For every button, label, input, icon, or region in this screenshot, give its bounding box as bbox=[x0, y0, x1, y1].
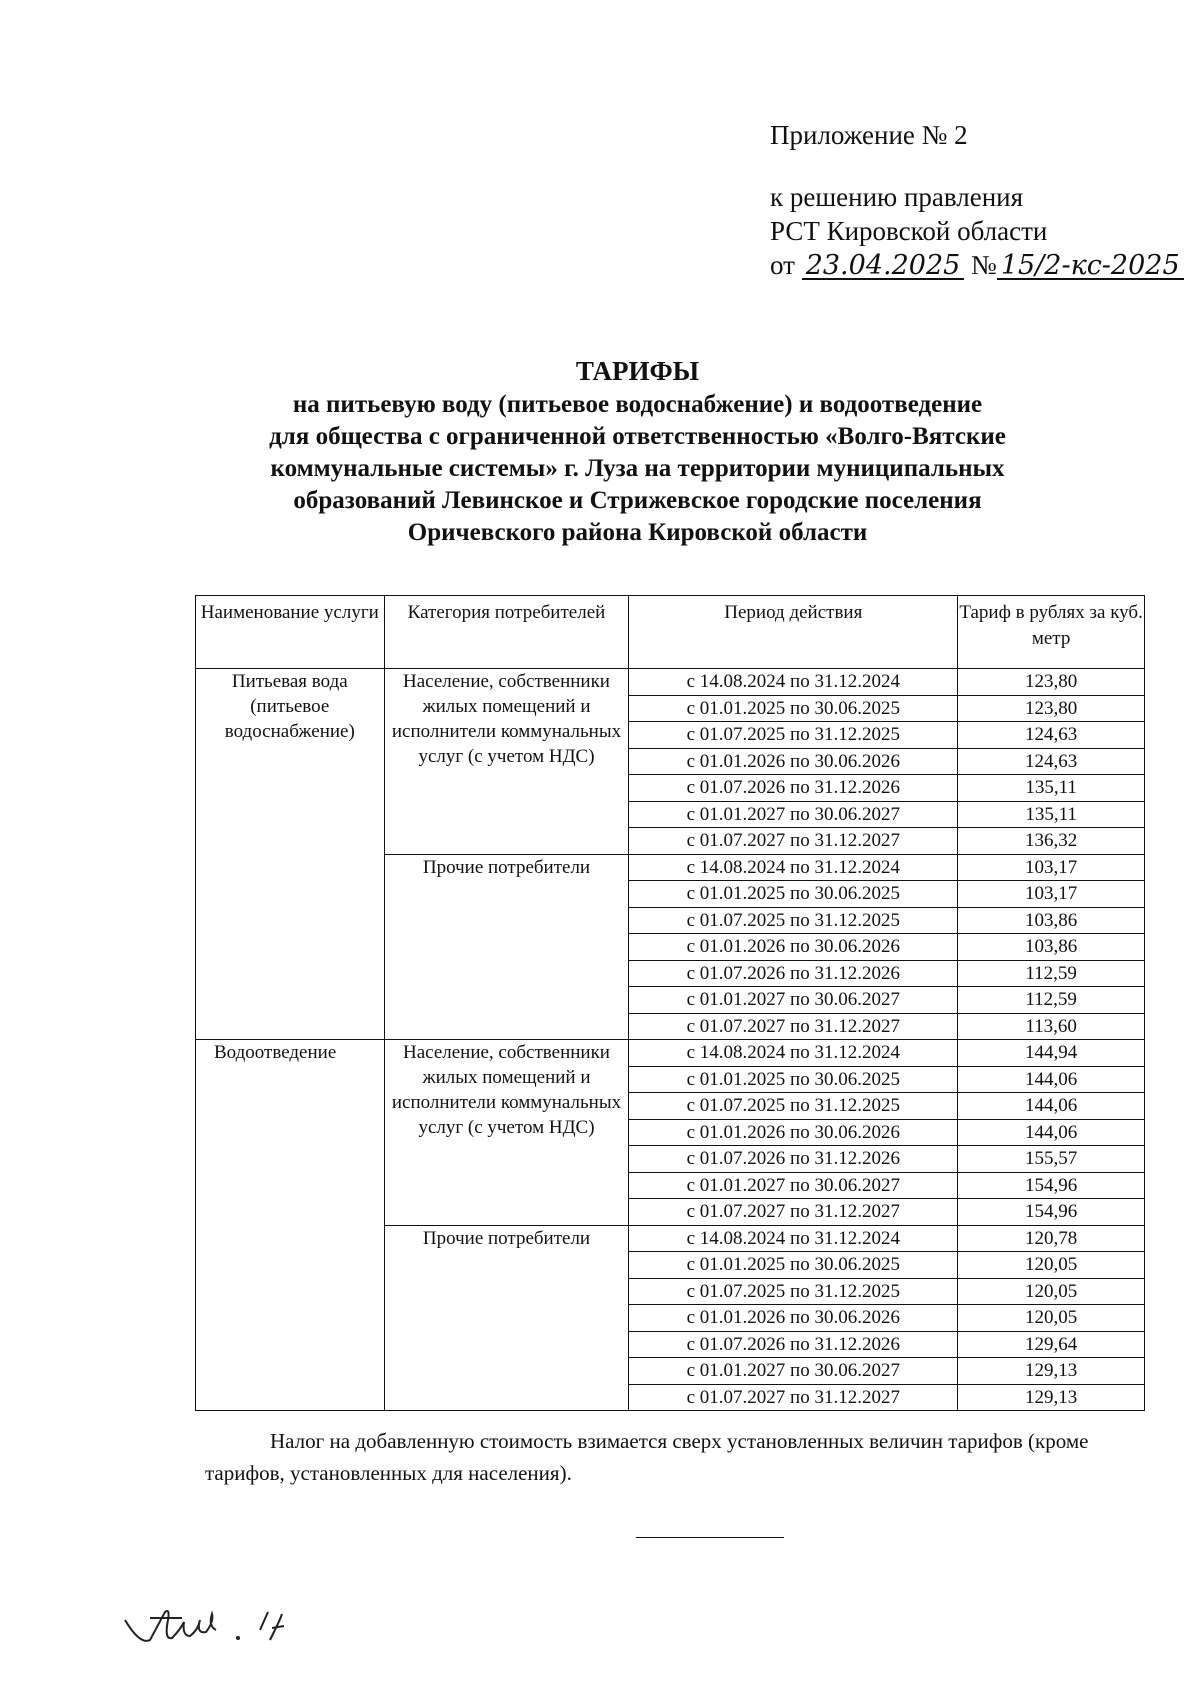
category-cell: Население, собственники жилых помещений и исполнители коммунальных услуг (с учетом НДС) bbox=[384, 1040, 629, 1226]
period-cell: с 01.07.2026 по 31.12.2026 bbox=[629, 960, 958, 987]
handwritten-signature bbox=[120, 1600, 290, 1665]
period-cell: с 01.07.2027 по 31.12.2027 bbox=[629, 828, 958, 855]
vat-note-text: Налог на добавленную стоимость взимается сверх установленных величин тарифов (кроме тарифов, установленных для населения). bbox=[205, 1429, 1089, 1485]
tariff-cell: 124,63 bbox=[958, 748, 1145, 775]
period-cell: с 01.07.2027 по 31.12.2027 bbox=[629, 1384, 958, 1411]
header-period: Период действия bbox=[629, 596, 958, 669]
period-cell: с 01.01.2025 по 30.06.2025 bbox=[629, 1252, 958, 1279]
tariff-cell: 120,05 bbox=[958, 1252, 1145, 1279]
header-category: Категория потребителей bbox=[384, 596, 629, 669]
header-service: Наименование услуги bbox=[196, 596, 385, 669]
period-cell: с 14.08.2024 по 31.12.2024 bbox=[629, 854, 958, 881]
tariff-cell: 129,64 bbox=[958, 1331, 1145, 1358]
handwritten-number: 15/2-кс-2025 bbox=[997, 254, 1184, 280]
period-cell: с 01.01.2027 по 30.06.2027 bbox=[629, 801, 958, 828]
number-prefix: № bbox=[971, 250, 997, 280]
period-cell: с 01.07.2025 по 31.12.2025 bbox=[629, 1093, 958, 1120]
period-cell: с 01.01.2027 по 30.06.2027 bbox=[629, 1358, 958, 1385]
tariff-cell: 124,63 bbox=[958, 722, 1145, 749]
period-cell: с 01.01.2026 по 30.06.2026 bbox=[629, 748, 958, 775]
tariff-cell: 123,80 bbox=[958, 669, 1145, 696]
period-cell: с 01.01.2027 по 30.06.2027 bbox=[629, 987, 958, 1014]
category-cell: Прочие потребители bbox=[384, 1225, 629, 1411]
date-prefix: от bbox=[770, 250, 795, 280]
tariff-cell: 144,06 bbox=[958, 1119, 1145, 1146]
appendix-block bbox=[770, 118, 1184, 282]
tariff-cell: 144,06 bbox=[958, 1066, 1145, 1093]
header-tariff: Тариф в рублях за куб. метр bbox=[958, 596, 1145, 669]
document-title bbox=[200, 355, 1075, 549]
tariff-cell: 144,94 bbox=[958, 1040, 1145, 1067]
tariff-cell: 129,13 bbox=[958, 1358, 1145, 1385]
period-cell: с 01.07.2025 по 31.12.2025 bbox=[629, 1278, 958, 1305]
tariff-cell: 135,11 bbox=[958, 801, 1145, 828]
period-cell: с 14.08.2024 по 31.12.2024 bbox=[629, 1040, 958, 1067]
tariff-cell: 103,17 bbox=[958, 854, 1145, 881]
period-cell: с 01.01.2025 по 30.06.2025 bbox=[629, 881, 958, 908]
handwritten-date: 23.04.2025 bbox=[802, 254, 965, 280]
table-header-row bbox=[196, 596, 1145, 669]
closing-divider bbox=[636, 1537, 784, 1538]
tariff-cell: 135,11 bbox=[958, 775, 1145, 802]
title-line-5: Оричевского района Кировской области bbox=[407, 519, 868, 546]
category-cell: Прочие потребители bbox=[384, 854, 629, 1040]
title-line-3: коммунальные системы» г. Луза на территории муниципальных bbox=[270, 455, 1005, 482]
tariff-cell: 120,05 bbox=[958, 1278, 1145, 1305]
tariff-table-body bbox=[196, 669, 1145, 1411]
period-cell: с 14.08.2024 по 31.12.2024 bbox=[629, 669, 958, 696]
tariff-cell: 129,13 bbox=[958, 1384, 1145, 1411]
period-cell: с 01.07.2026 по 31.12.2026 bbox=[629, 1331, 958, 1358]
period-cell: с 01.07.2027 по 31.12.2027 bbox=[629, 1013, 958, 1040]
period-cell: с 01.07.2025 по 31.12.2025 bbox=[629, 907, 958, 934]
title-line-1: на питьевую воду (питьевое водоснабжение) и водоотведение bbox=[292, 391, 983, 418]
period-cell: с 01.01.2026 по 30.06.2026 bbox=[629, 934, 958, 961]
title-line-2: для общества с ограниченной ответственностью «Волго-Вятские bbox=[269, 423, 1006, 450]
category-cell: Население, собственники жилых помещений и исполнители коммунальных услуг (с учетом НДС) bbox=[384, 669, 629, 855]
table-row bbox=[196, 1040, 1145, 1067]
period-cell: с 01.01.2026 по 30.06.2026 bbox=[629, 1119, 958, 1146]
tariff-cell: 103,86 bbox=[958, 907, 1145, 934]
appendix-authority-line: РСТ Кировской области bbox=[770, 216, 1048, 246]
period-cell: с 01.07.2025 по 31.12.2025 bbox=[629, 722, 958, 749]
tariff-cell: 120,05 bbox=[958, 1305, 1145, 1332]
table-row bbox=[196, 669, 1145, 696]
tariff-table bbox=[195, 595, 1145, 1411]
title-line-4: образований Левинское и Стрижевское городские поселения bbox=[293, 487, 982, 514]
tariff-cell: 154,96 bbox=[958, 1172, 1145, 1199]
tariff-cell: 112,59 bbox=[958, 987, 1145, 1014]
tariff-cell: 155,57 bbox=[958, 1146, 1145, 1173]
period-cell: с 01.07.2026 по 31.12.2026 bbox=[629, 1146, 958, 1173]
title-main: ТАРИФЫ bbox=[575, 356, 700, 386]
service-name-cell: Питьевая вода (питьевое водоснабжение) bbox=[196, 669, 385, 1040]
period-cell: с 01.07.2027 по 31.12.2027 bbox=[629, 1199, 958, 1226]
tariff-cell: 144,06 bbox=[958, 1093, 1145, 1120]
tariff-cell: 123,80 bbox=[958, 695, 1145, 722]
tariff-cell: 112,59 bbox=[958, 960, 1145, 987]
period-cell: с 01.07.2026 по 31.12.2026 bbox=[629, 775, 958, 802]
tariff-cell: 120,78 bbox=[958, 1225, 1145, 1252]
tariff-cell: 154,96 bbox=[958, 1199, 1145, 1226]
tariff-cell: 103,86 bbox=[958, 934, 1145, 961]
appendix-decision-line: к решению правления bbox=[770, 182, 1024, 212]
appendix-title: Приложение № 2 bbox=[770, 120, 968, 150]
period-cell: с 01.01.2027 по 30.06.2027 bbox=[629, 1172, 958, 1199]
tariff-cell: 136,32 bbox=[958, 828, 1145, 855]
tariff-cell: 113,60 bbox=[958, 1013, 1145, 1040]
signature-graphic bbox=[120, 1600, 290, 1660]
tariff-cell: 103,17 bbox=[958, 881, 1145, 908]
vat-note bbox=[205, 1425, 1145, 1489]
period-cell: с 01.01.2026 по 30.06.2026 bbox=[629, 1305, 958, 1332]
service-name-cell: Водоотведение bbox=[196, 1040, 385, 1411]
period-cell: с 01.01.2025 по 30.06.2025 bbox=[629, 1066, 958, 1093]
period-cell: с 14.08.2024 по 31.12.2024 bbox=[629, 1225, 958, 1252]
period-cell: с 01.01.2025 по 30.06.2025 bbox=[629, 695, 958, 722]
appendix-date-line bbox=[770, 248, 1184, 282]
